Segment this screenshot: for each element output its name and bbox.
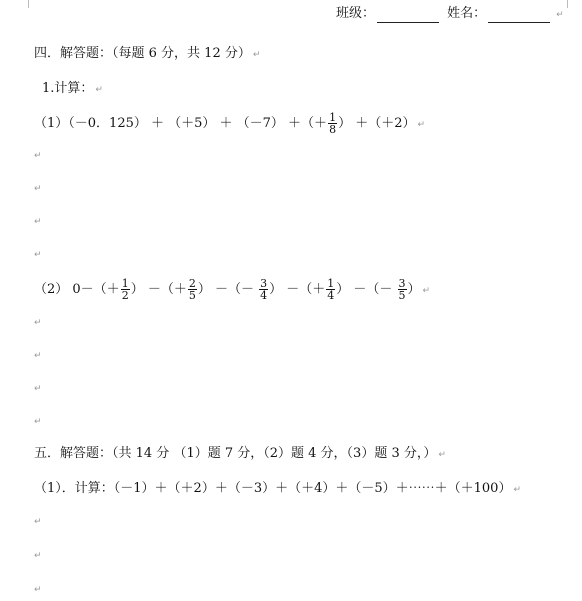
section-5-question-1: [34, 481, 521, 498]
fraction: [328, 112, 337, 135]
paragraph-mark: ↵: [556, 10, 564, 20]
expression-text: ） －（－: [197, 282, 259, 297]
fraction-denominator: 4: [260, 289, 268, 302]
expression-text: ）: [407, 282, 421, 297]
fraction-numerator: 1: [121, 277, 129, 290]
class-label: 班级：: [336, 6, 376, 21]
empty-paragraph: ↵: [34, 217, 42, 227]
empty-paragraph: ↵: [34, 151, 42, 161]
paragraph-mark: ↵: [417, 120, 426, 130]
fraction: [326, 278, 335, 301]
question-text: （1）．计算：（－1）＋（＋2）＋（－3）＋（＋4）＋（－5）＋⋯⋯＋（＋100）: [34, 481, 512, 496]
problem-1-expression: [34, 112, 425, 135]
fraction-denominator: 8: [329, 123, 337, 136]
expression-text: （2） 0－（＋: [34, 282, 120, 297]
empty-paragraph: ↵: [34, 417, 42, 427]
fraction-denominator: 5: [188, 289, 196, 302]
fraction-numerator: 1: [329, 111, 337, 124]
empty-paragraph: ↵: [34, 250, 42, 260]
section-4-title-text: 四．解答题：（每题 6 分，共 12 分）: [34, 46, 251, 61]
empty-paragraph: ↵: [34, 318, 42, 328]
expression-text: ） ＋（＋2）: [338, 116, 416, 131]
paragraph-mark: ↵: [422, 286, 431, 296]
question-1-label: [42, 81, 103, 98]
expression-text: ） －（－: [336, 282, 397, 297]
empty-paragraph: ↵: [34, 551, 42, 561]
fraction: [188, 278, 197, 301]
fraction-numerator: 3: [260, 277, 268, 290]
empty-paragraph: ↵: [34, 351, 42, 361]
problem-2-expression: [34, 278, 430, 301]
class-blank[interactable]: [377, 10, 439, 23]
section-4-title: [34, 46, 260, 63]
empty-paragraph: ↵: [34, 585, 42, 595]
empty-paragraph: ↵: [34, 517, 42, 527]
empty-paragraph: ↵: [34, 384, 42, 394]
expression-text: ） －（＋: [269, 282, 326, 297]
section-5-title: [34, 446, 446, 463]
name-label: 姓名：: [447, 6, 487, 21]
paragraph-mark: ↵: [438, 450, 446, 460]
fraction-denominator: 4: [327, 289, 335, 302]
fraction-numerator: 3: [398, 277, 406, 290]
expression-text: （1）（－0．125） ＋ （＋5） ＋ （－7） ＋（＋: [34, 116, 328, 131]
fraction-numerator: 2: [188, 277, 196, 290]
question-1-label-text: 1.计算：: [42, 81, 94, 96]
empty-paragraph: ↵: [34, 184, 42, 194]
paragraph-mark: ↵: [95, 85, 103, 95]
section-5-title-text: 五．解答题：（共 14 分 （1）题 7 分，（2）题 4 分，（3）题 3 分，）: [34, 446, 437, 461]
fraction: [398, 278, 407, 301]
fraction-denominator: 2: [121, 289, 129, 302]
fraction-numerator: 1: [327, 277, 335, 290]
fraction: [259, 278, 268, 301]
paragraph-mark: ↵: [252, 50, 261, 60]
name-blank[interactable]: [488, 10, 550, 23]
expression-text: ） －（＋: [130, 282, 187, 297]
page-corner-mark-right: [567, 0, 568, 8]
paragraph-mark: ↵: [513, 485, 521, 495]
student-info-header: [336, 6, 564, 23]
fraction: [121, 278, 130, 301]
fraction-denominator: 5: [398, 289, 406, 302]
page-corner-mark-left: [28, 0, 29, 8]
